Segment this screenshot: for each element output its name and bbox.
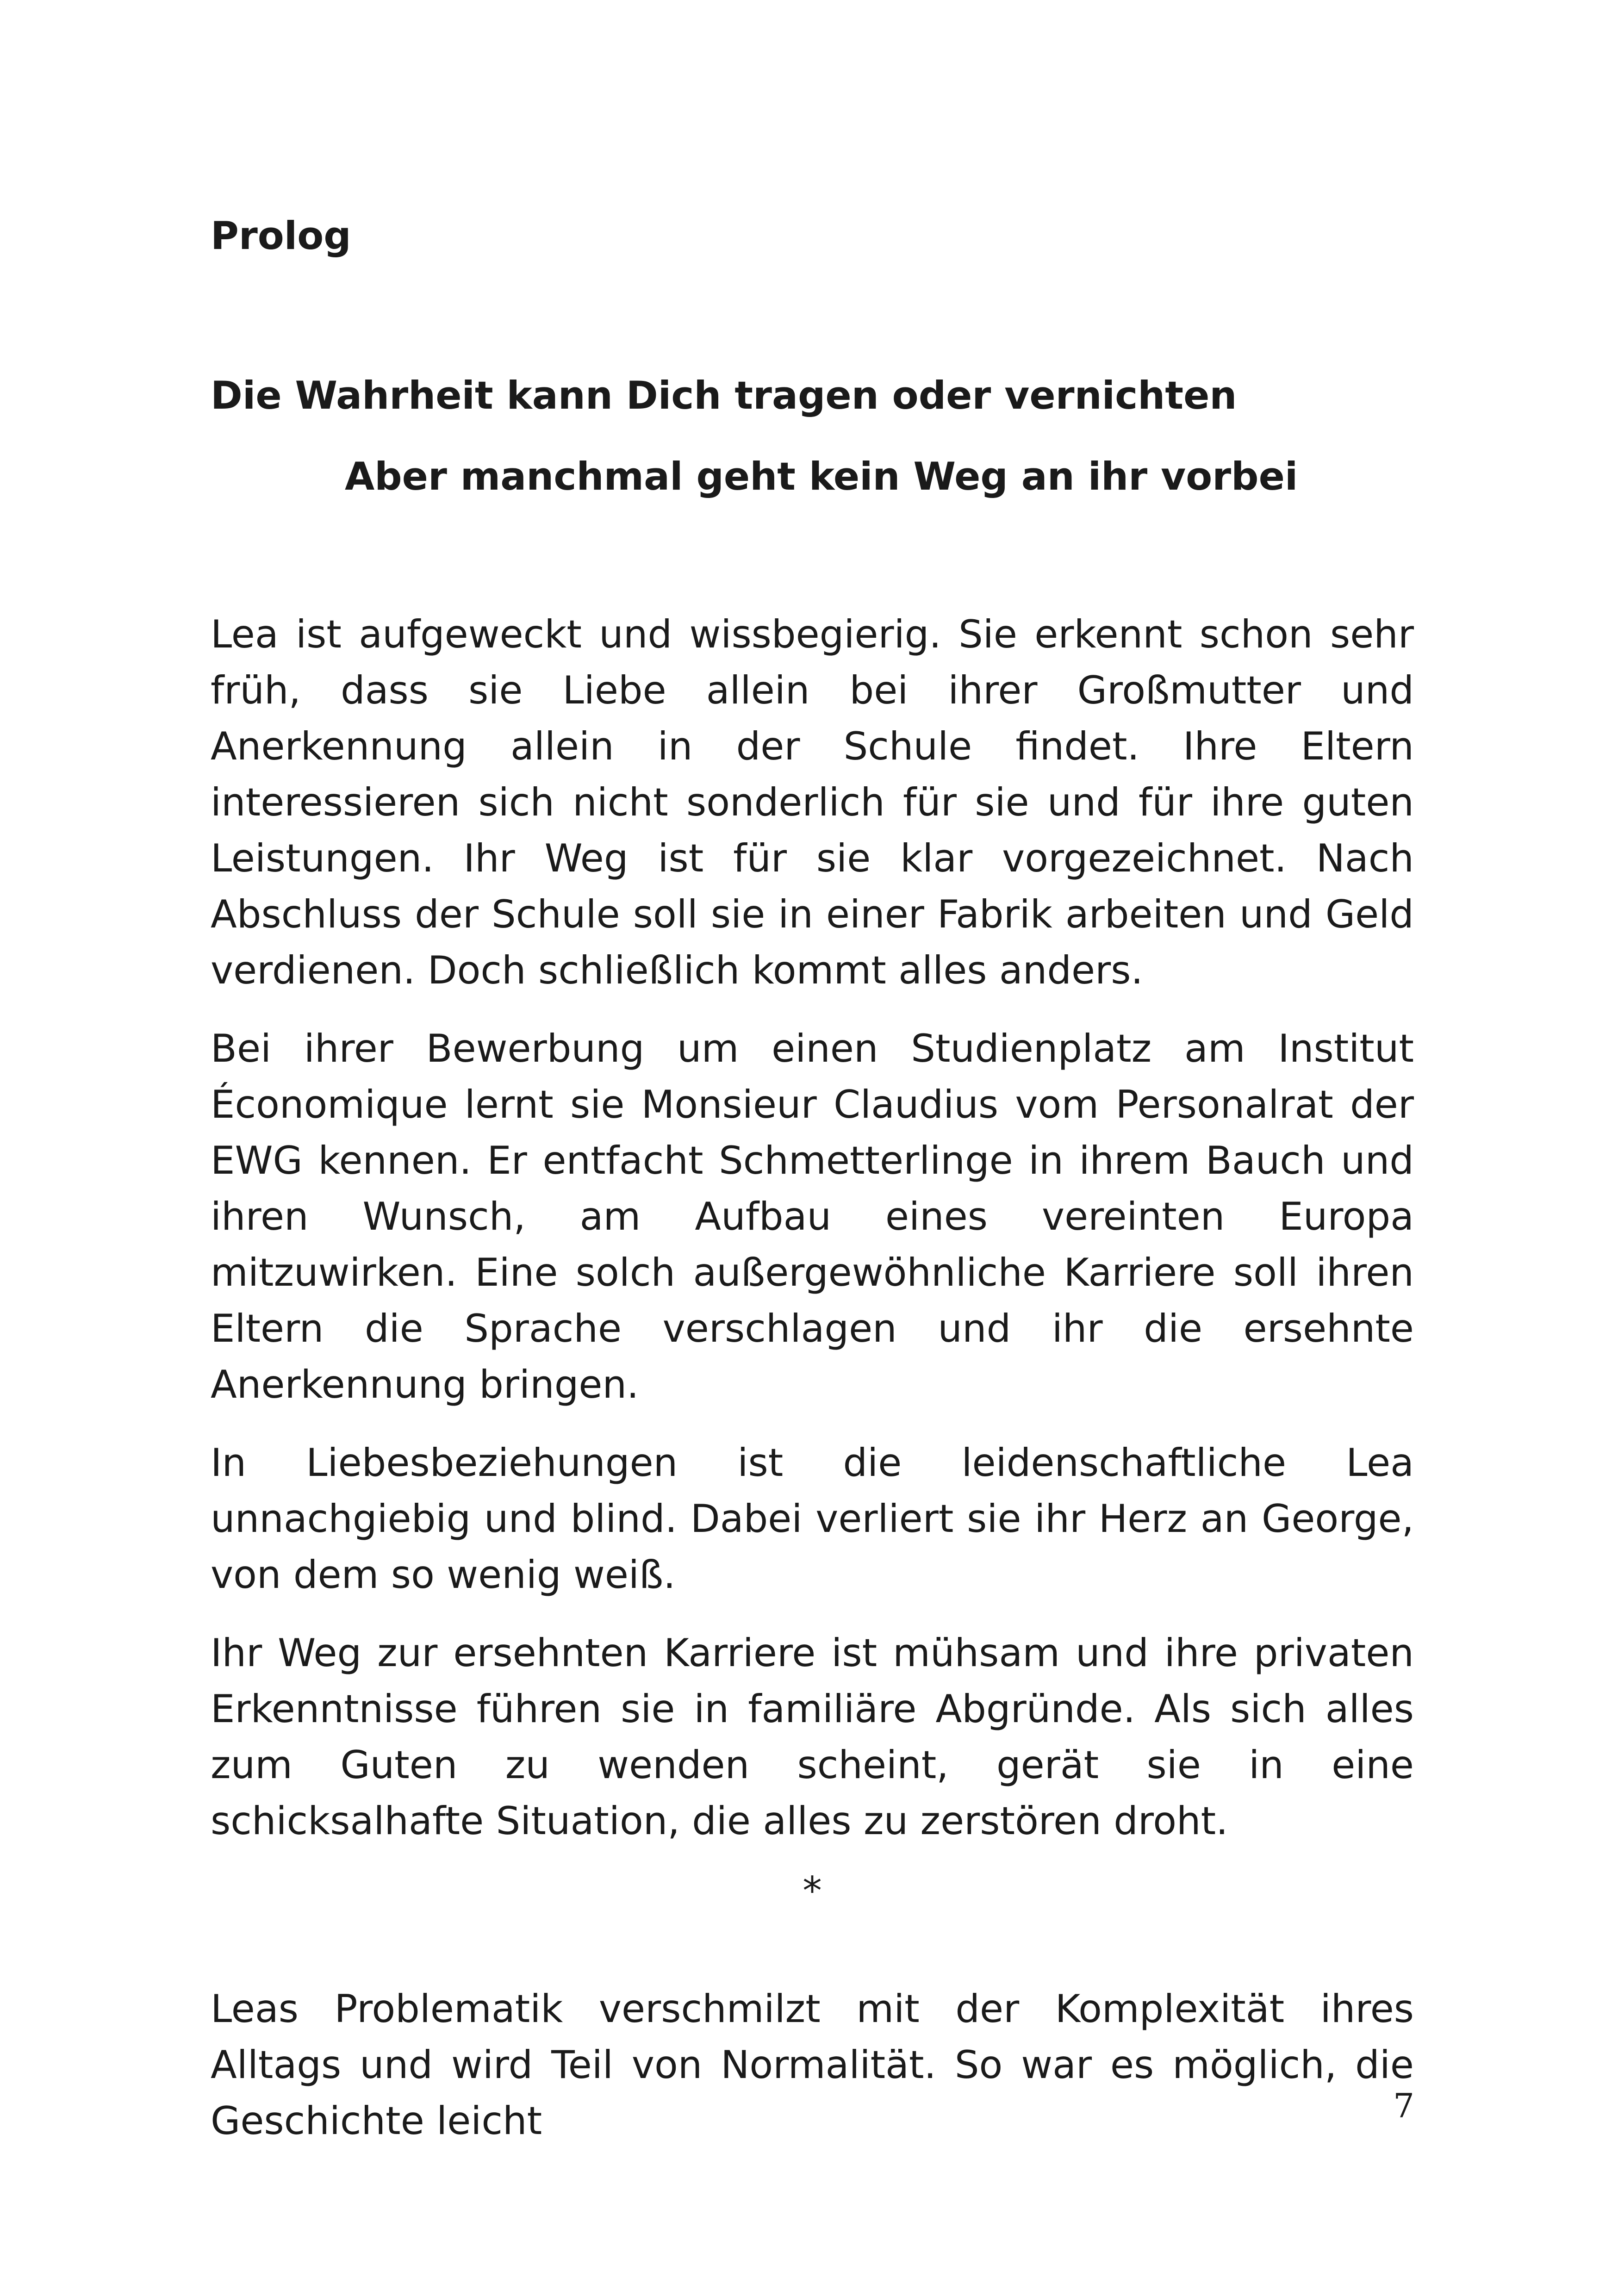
paragraph: Lea ist aufgeweckt und wissbegierig. Sie erkennt schon sehr früh, dass sie Liebe allein bei ihrer Großmutter und Anerkennung allein in der Schule findet. Ihre Eltern interessieren sich nicht sonderlich für sie und für ihre guten Leistungen. Ihr Weg ist für sie klar vorgezeichnet. Nach Abschluss der Schule soll sie in einer Fabrik arbeiten und Geld verdienen. Doch schließlich kommt alles anders. [211,612,1414,993]
paragraph: In Liebesbeziehungen ist die leidenschaftliche Lea unnachgiebig und blind. Dabei verliert sie ihr Herz an George, von dem so wenig weiß. [211,1440,1414,1597]
motto-line-2: Aber manchmal geht kein Weg an ihr vorbei [345,454,1298,499]
section-divider: * [803,1868,822,1913]
closing-paragraph: Leas Problematik verschmilzt mit der Komplexität ihres Alltags und wird Teil von Normalität. So war es möglich, die Geschichte leicht [211,1986,1414,2143]
page-number: 7 [1393,2086,1414,2125]
paragraph: Ihr Weg zur ersehnten Karriere ist mühsam und ihre privaten Erkenntnisse führen sie in familiäre Abgründe. Als sich alles zum Guten zu wenden scheint, gerät sie in eine schicksalhafte Situation, die alles zu zerstören droht. [211,1630,1414,1843]
chapter-title: Prolog [211,213,351,258]
paragraph: Bei ihrer Bewerbung um einen Studienplatz am Institut Économique lernt sie Monsieur Claudius vom Personalrat der EWG kennen. Er entfacht Schmetterlinge in ihrem Bauch und ihren Wunsch, am Aufbau eines vereinten Europa mitzuwirken. Eine solch außergewöhnliche Karriere soll ihren Eltern die Sprache verschlagen und ihr die ersehnte Anerkennung bringen. [211,1026,1414,1407]
motto-line-1: Die Wahrheit kann Dich tragen oder vernichten [211,373,1237,418]
body-text [211,606,1414,2149]
